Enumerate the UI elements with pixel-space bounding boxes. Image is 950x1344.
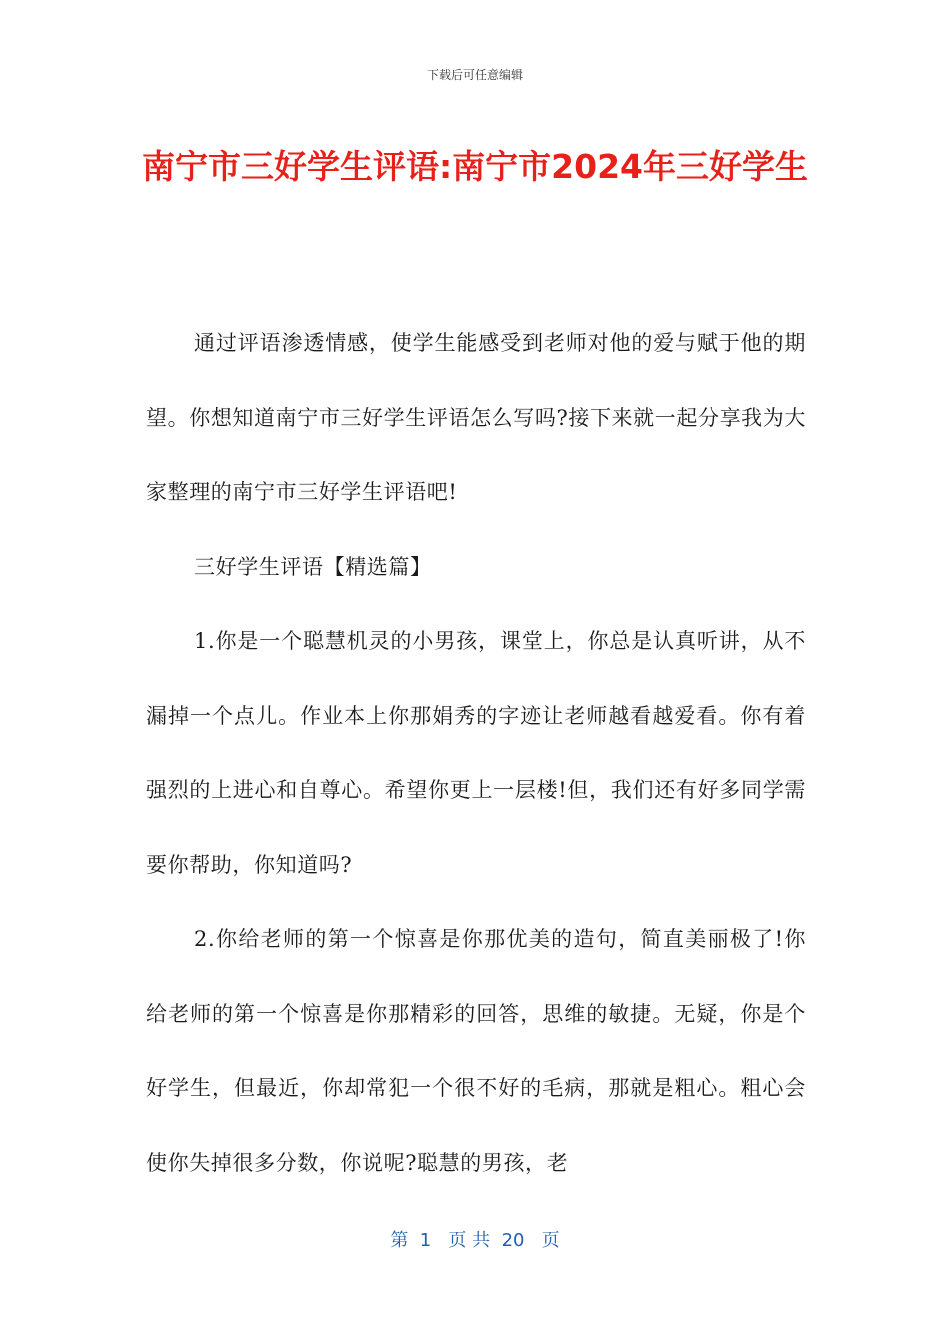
comment-paragraph-1: 1.你是一个聪慧机灵的小男孩，课堂上，你总是认真听讲，从不漏掉一个点儿。作业本上你那娟秀的字迹让老师越看越爱看。你有着强烈的上进心和自尊心。希望你更上一层楼!但，我们还有好多同学需要你帮助，你知道吗?	[146, 629, 806, 877]
page-number-footer: 第 1 页 共 20 页	[390, 1230, 560, 1251]
document-body	[146, 306, 806, 1200]
comment-paragraph-2: 2.你给老师的第一个惊喜是你那优美的造句，简直美丽极了!你给老师的第一个惊喜是你那精彩的回答，思维的敏捷。无疑，你是个好学生，但最近，你却常犯一个很不好的毛病，那就是粗心。粗心会使你失掉很多分数，你说呢?聪慧的男孩，老	[146, 927, 806, 1175]
section-heading: 三好学生评语【精选篇】	[194, 554, 432, 579]
intro-paragraph: 通过评语渗透情感，使学生能感受到老师对他的爱与赋于他的期望。你想知道南宁市三好学生评语怎么写吗?接下来就一起分享我为大家整理的南宁市三好学生评语吧!	[146, 331, 806, 504]
document-title: 南宁市三好学生评语:南宁市2024年三好学生	[141, 147, 809, 186]
header-note: 下载后可任意编辑	[426, 68, 523, 82]
